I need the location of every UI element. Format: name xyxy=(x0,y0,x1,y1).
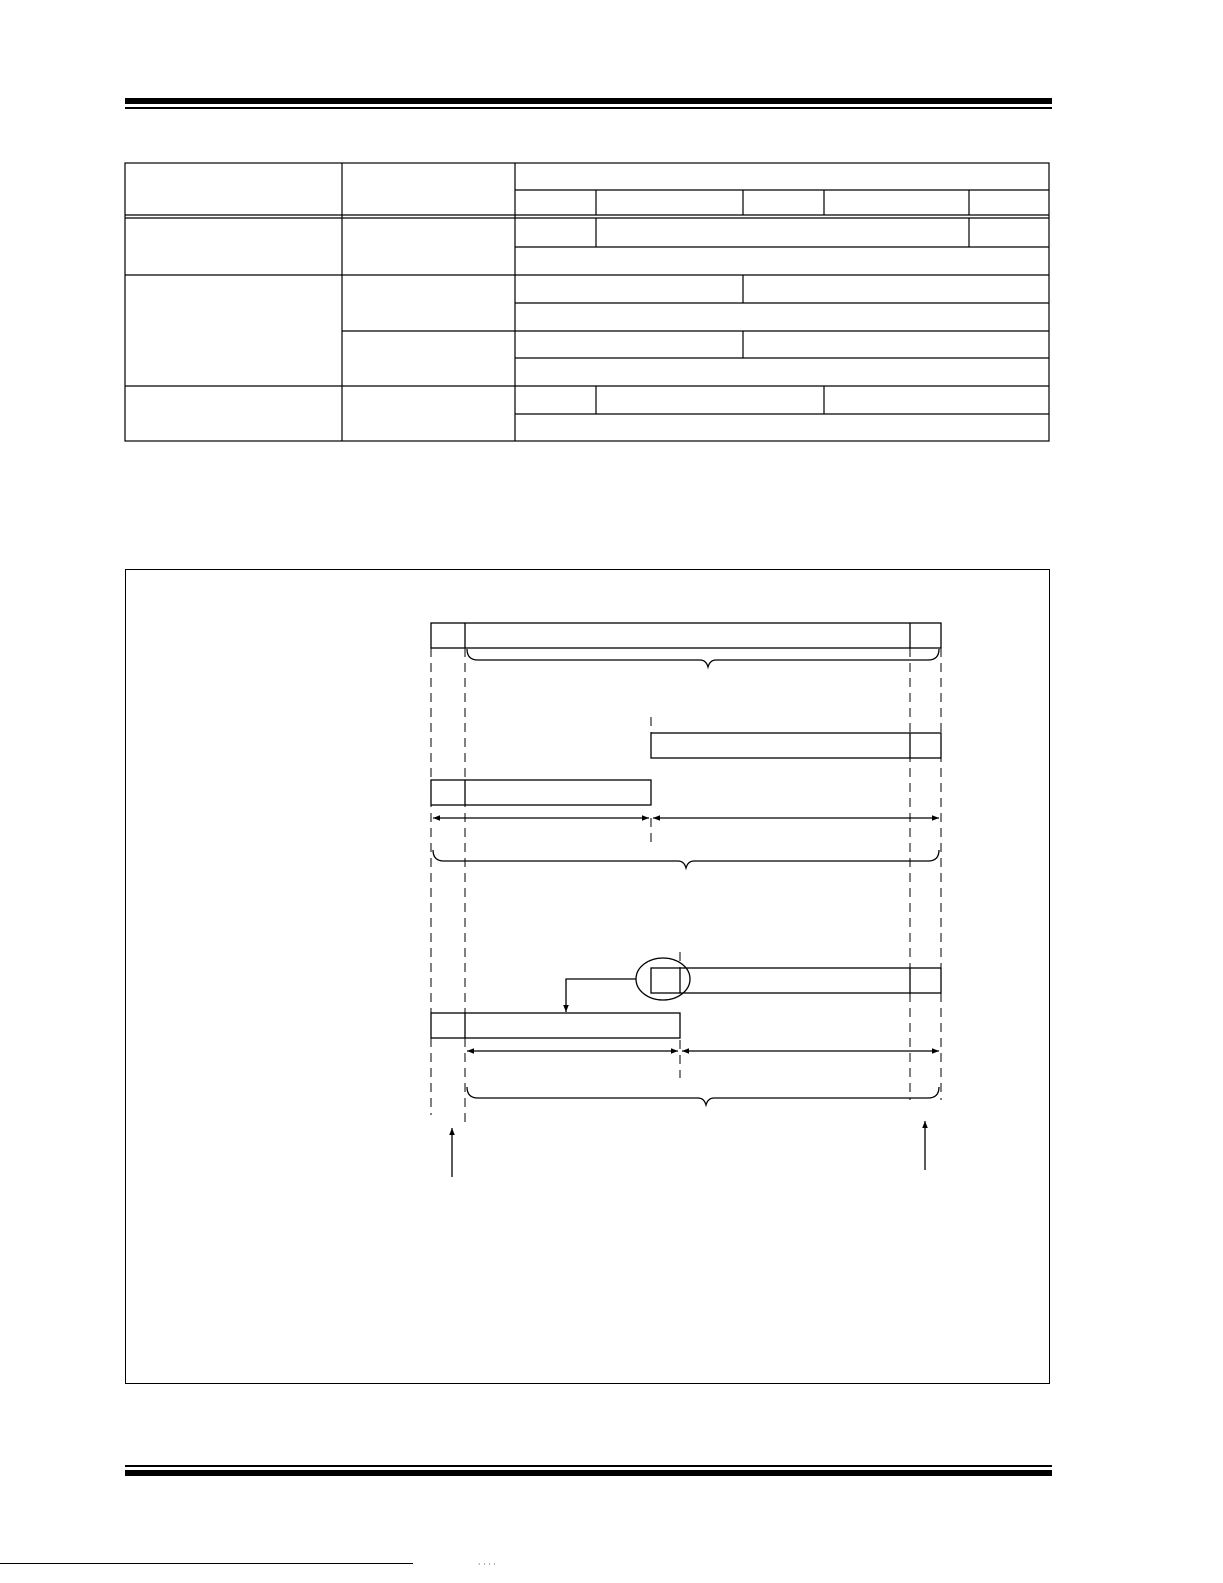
bar-row-4 xyxy=(651,968,941,993)
footer-hairline xyxy=(0,1563,413,1564)
carry-arrow xyxy=(566,979,636,1012)
brace-3 xyxy=(433,850,939,868)
bar-row-1 xyxy=(431,623,941,648)
footer-thick-rule xyxy=(125,1470,1052,1476)
bar-row-2 xyxy=(651,733,941,758)
footer-corner-mark: · · · · xyxy=(478,1560,496,1569)
dashed-guides xyxy=(431,648,941,1125)
bar-row-3 xyxy=(431,780,651,805)
footer-thin-rule xyxy=(125,1465,1052,1467)
brace-1 xyxy=(467,649,939,667)
brace-5 xyxy=(467,1087,939,1105)
highlight-circle xyxy=(636,958,690,1000)
bar-row-5 xyxy=(431,1013,680,1038)
